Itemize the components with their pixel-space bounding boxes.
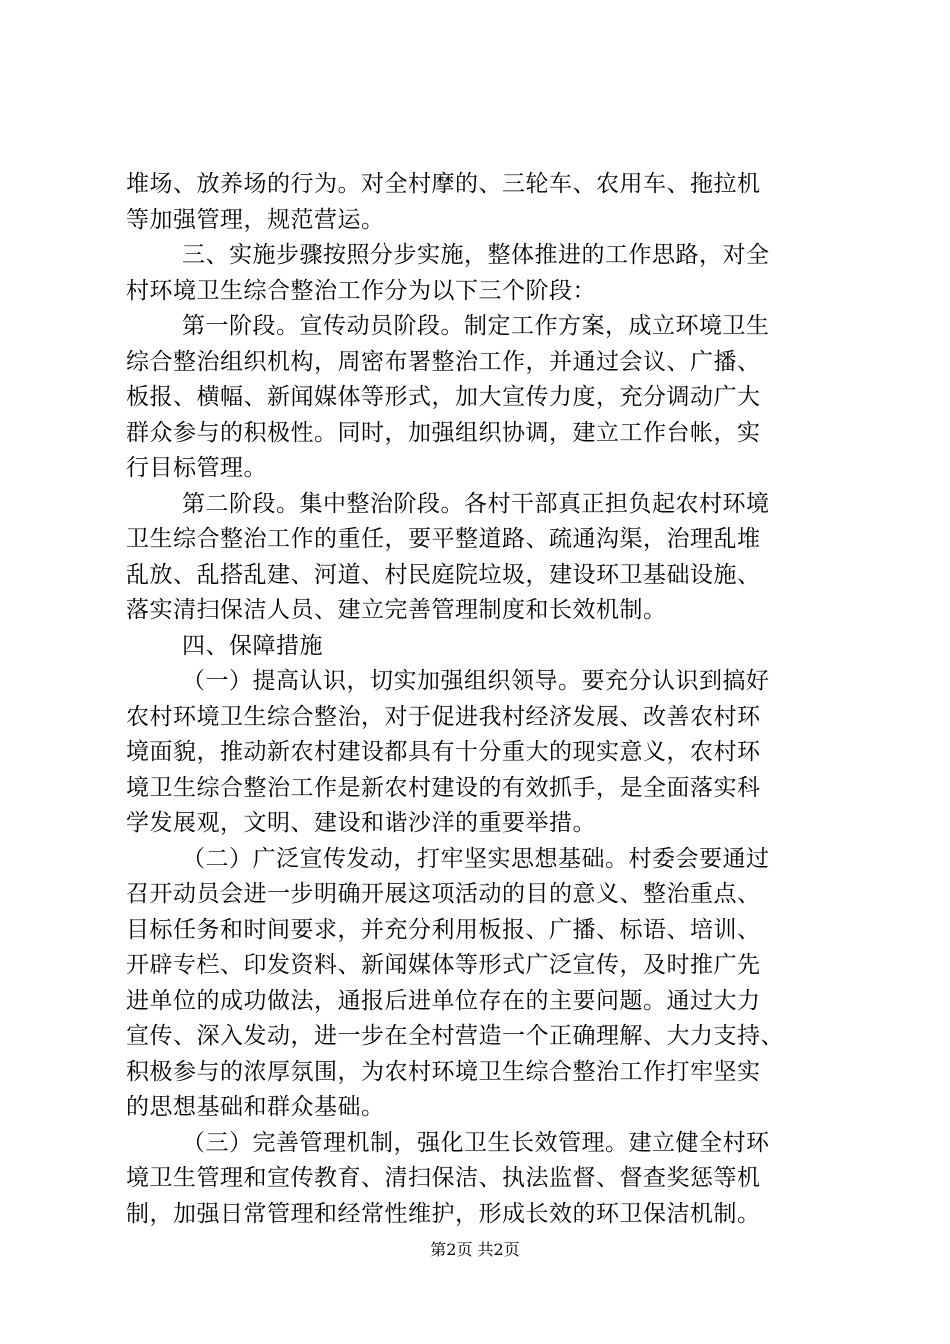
text-line: 农村环境卫生综合整治，对于促进我村经济发展、改善农村环 — [126, 703, 761, 730]
text-line: 综合整治组织机构，周密布署整治工作，并通过会议、广播、 — [126, 348, 761, 375]
page-number-indicator: 第2页 共2页 — [430, 1240, 520, 1259]
text-line: 四、保障措施 — [182, 632, 323, 659]
text-line: 境卫生综合整治工作是新农村建设的有效抓手，是全面落实科 — [126, 774, 761, 801]
text-line: 落实清扫保洁人员、建立完善管理制度和长效机制。 — [126, 597, 667, 623]
text-line: 召开动员会进一步明确开展这项活动的目的意义、整治重点、 — [126, 881, 761, 907]
text-line: 境面貌，推动新农村建设都具有十分重大的现实意义，农村环 — [126, 739, 761, 765]
text-line: 村环境卫生综合整治工作分为以下三个阶段： — [126, 277, 596, 304]
text-line: 堆场、放养场的行为。对全村摩的、三轮车、农用车、拖拉机 — [126, 171, 761, 197]
text-line: 卫生综合整治工作的重任，要平整道路、疏通沟渠，治理乱堆 — [126, 526, 761, 552]
document-body — [126, 167, 840, 1232]
text-line: 开辟专栏、印发资料、新闻媒体等形式广泛宣传，及时推广先 — [126, 952, 761, 978]
text-line: 进单位的成功做法，通报后进单位存在的主要问题。通过大力 — [126, 987, 761, 1014]
text-line: （二）广泛宣传发动，打牢坚实思想基础。村委会要通过 — [182, 845, 770, 872]
text-line: 乱放、乱搭乱建、河道、村民庭院垃圾，建设环卫基础设施、 — [126, 561, 761, 588]
text-line: 宣传、深入发动，进一步在全村营造一个正确理解、大力支持、 — [126, 1023, 784, 1049]
text-line: （一）提高认识，切实加强组织领导。要充分认识到搞好 — [182, 668, 770, 694]
text-line: 等加强管理，规范营运。 — [126, 206, 385, 233]
text-line: 的思想基础和群众基础。 — [126, 1094, 385, 1120]
text-line: 目标任务和时间要求，并充分利用板报、广播、标语、培训、 — [126, 916, 761, 943]
text-line: （三）完善管理机制，强化卫生长效管理。建立健全村环 — [182, 1129, 770, 1156]
text-line: 行目标管理。 — [126, 455, 267, 481]
text-line: 群众参与的积极性。同时，加强组织协调，建立工作台帐，实 — [126, 419, 761, 446]
text-line: 第二阶段。集中整治阶段。各村干部真正担负起农村环境 — [182, 490, 770, 517]
text-line: 境卫生管理和宣传教育、清扫保洁、执法监督、督查奖惩等机 — [126, 1165, 761, 1191]
text-line: 板报、横幅、新闻媒体等形式，加大宣传力度，充分调动广大 — [126, 384, 761, 410]
text-line: 三、实施步骤按照分步实施，整体推进的工作思路，对全 — [182, 242, 770, 268]
text-line: 学发展观，文明、建设和谐沙洋的重要举措。 — [126, 810, 596, 836]
text-line: 积极参与的浓厚氛围，为农村环境卫生综合整治工作打牢坚实 — [126, 1058, 761, 1085]
text-line: 第一阶段。宣传动员阶段。制定工作方案，成立环境卫生 — [182, 313, 770, 339]
page-footer — [0, 1240, 950, 1260]
text-line: 制，加强日常管理和经常性维护，形成长效的环卫保洁机制。 — [126, 1200, 761, 1227]
